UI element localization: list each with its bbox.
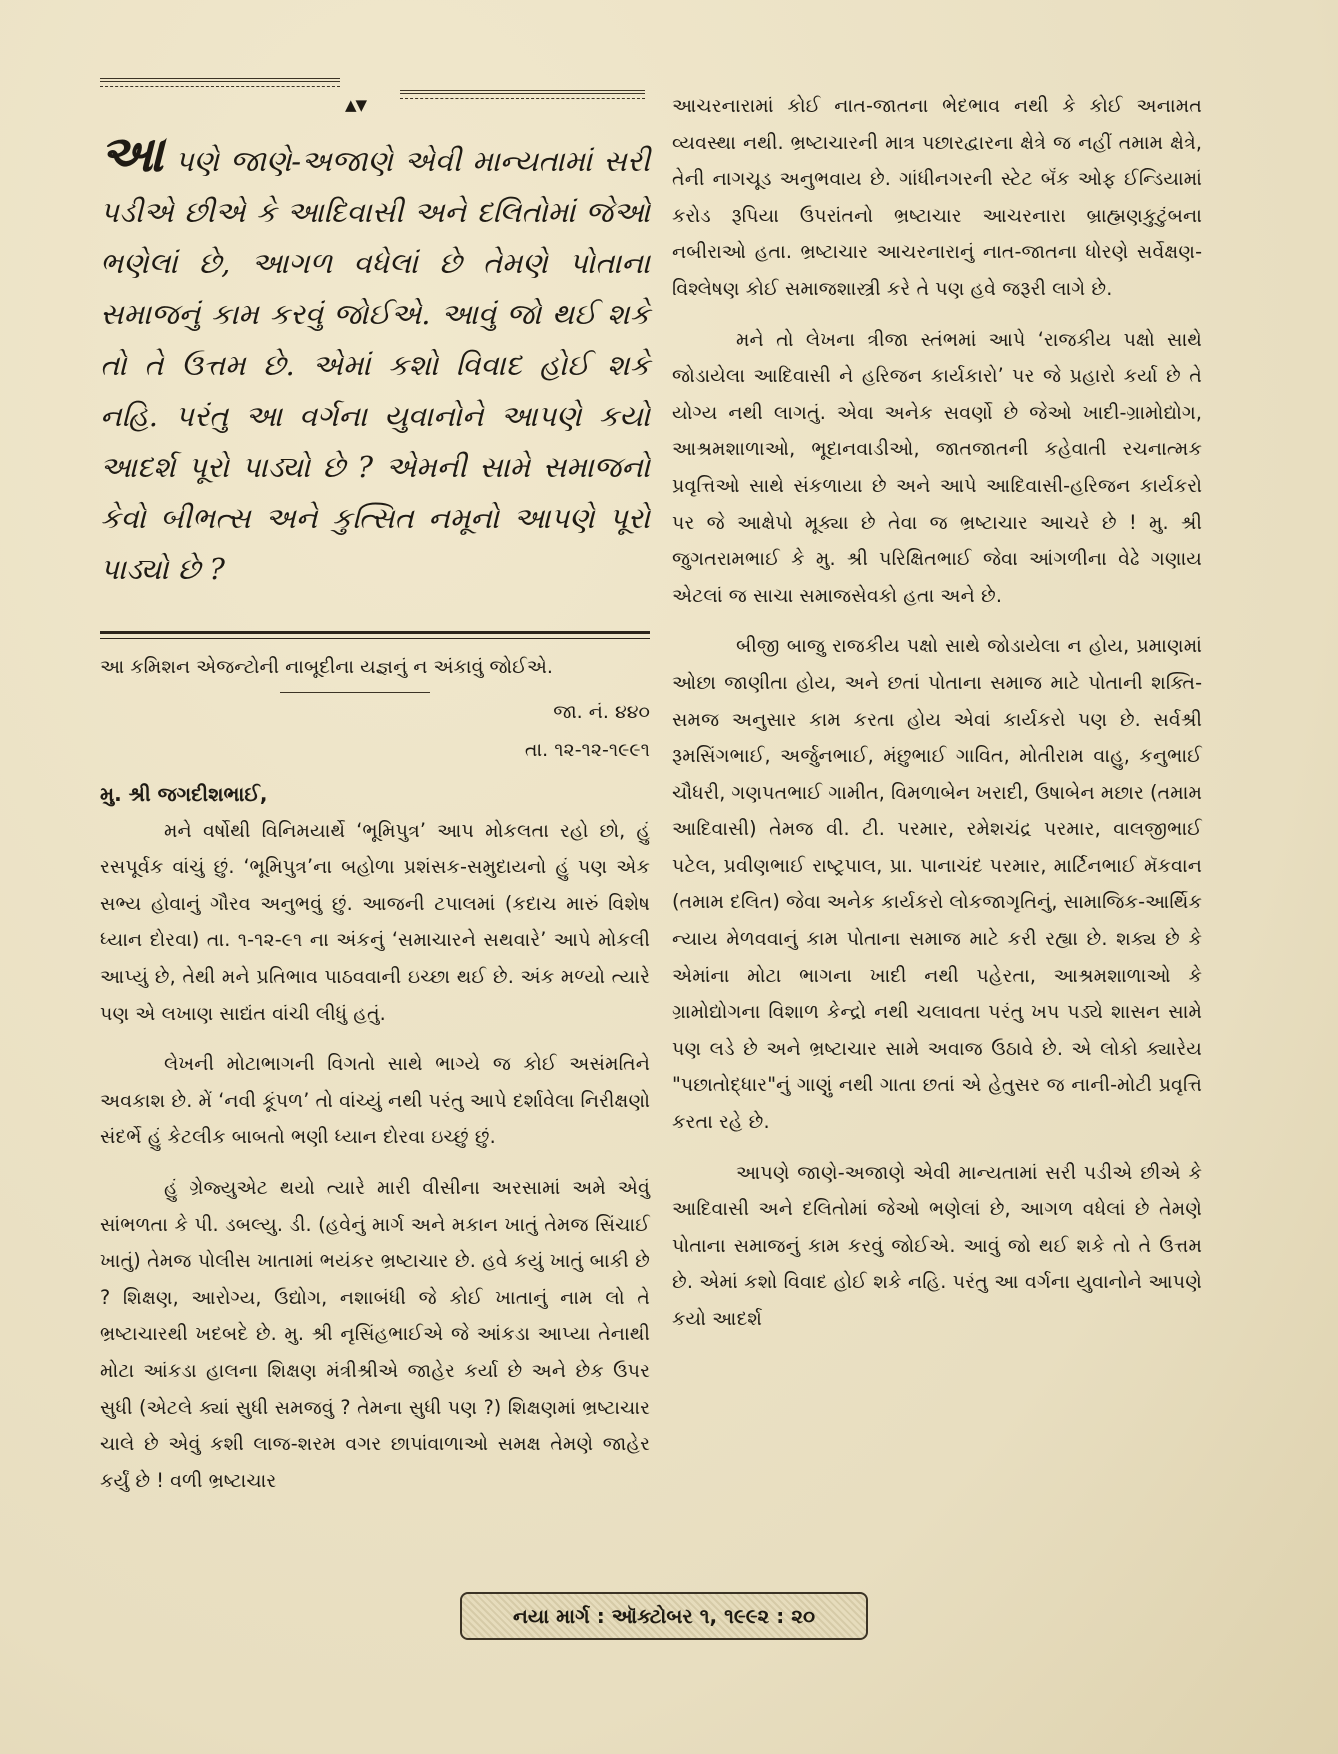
letter-ref-number: જા. નં. ૪૪૦ (553, 700, 650, 723)
letter-paragraph: આપણે જાણે-અજાણે એવી માન્યતામાં સરી પડીએ છીએ કે આદિવાસી અને દલિતોમાં જેઓ ભણેલાં છે, આગળ વધેલાં છે તેમણે પોતાના સમાજનું કામ કરવું જોઈએ. આવું જો થઈ શકે તો તે ઉત્તમ છે. એમાં કશો વિવાદ હોઈ શકે નહિ. પરંતુ આ વર્ગના યુવાનોને આપણે કયો આદર્શ (672, 1160, 1202, 1330)
letter-date: તા. ૧૨-૧૨-૧૯૯૧ (524, 738, 650, 761)
right-column (672, 88, 1202, 1338)
triangle-ornament-icon: ▲▼ (345, 96, 367, 114)
letter-paragraph: મને વર્ષોથી વિનિમયાર્થે ‘ભૂમિપુત્ર’ આપ મોકલતા રહો છો, હું રસપૂર્વક વાંચું છું. ‘ભૂમિપુત્ર’ના બહોળા પ્રશંસક-સમુદાયનો હું પણ એક સભ્ય હોવાનું ગૌરવ અનુભવું છું. આજની ટપાલમાં (કદાચ મારું વિશેષ ધ્યાન દોરવા) તા. ૧-૧૨-૯૧ ના અંકનું ‘સમાચારને સથવારે’ આપે મોકલી આપ્યું છે, તેથી મને પ્રતિભાવ પાઠવવાની ઇચ્છા થઈ છે. અંક મળ્યો ત્યારે પણ એ લખાણ સાદ્યંત વાંચી લીધું હતું. (100, 818, 650, 1025)
letter-paragraph: આચરનારામાં કોઈ નાત-જાતના ભેદભાવ નથી કે કોઈ અનામત વ્યવસ્થા નથી. ભ્રષ્ટાચારની માત્ર પછારદ્વારના ક્ષેત્રે જ નહીં તમામ ક્ષેત્રે, તેની નાગચૂડ અનુભવાય છે. ગાંધીનગરની સ્ટેટ બૅંક ઓફ ઈન્ડિયામાં કરોડ રૂપિયા ઉપરાંતનો ભ્રષ્ટાચાર આચરનારા બ્રાહ્મણકુટુંબના નબીરાઓ હતા. ભ્રષ્ટાચાર આચરનારાનું નાત-જાતના ધોરણે સર્વેક્ષણ-વિશ્લેષણ કોઈ સમાજશાસ્ત્રી કરે તે પણ હવે જરૂરી લાગે છે. (672, 94, 1202, 300)
letter-salutation: મુ. શ્રી જગદીશભાઈ, (100, 781, 268, 806)
pull-quote-initial: આ (100, 124, 164, 183)
double-rule (100, 631, 650, 639)
pull-quote-text: પણે જાણે-અજાણે એવી માન્યતામાં સરી પડીએ છીએ કે આદિવાસી અને દલિતોમાં જેઓ ભણેલાં છે, આગળ વધેલાં છે તેમણે પોતાના સમાજનું કામ કરવું જોઈએ. આવું જો થઈ શકે તો તે ઉત્તમ છે. એમાં કશો વિવાદ હોઈ શકે નહિ. પરંતુ આ વર્ગના યુવાનોને આપણે કયો આદર્શ પૂરો પાડ્યો છે ? એમની સામે સમાજનો કેવો બીભત્સ અને કુત્સિત નમૂનો આપણે પૂરો પાડ્યો છે ? (100, 144, 650, 586)
letter-paragraph: બીજી બાજુ રાજકીય પક્ષો સાથે જોડાયેલા ન હોય, પ્રમાણમાં ઓછા જાણીતા હોય, અને છતાં પોતાના સમાજ માટે પોતાની શક્તિ-સમજ અનુસાર કામ કરતા હોય એવાં કાર્યકરો પણ છે. સર્વશ્રી રૂમસિંગભાઈ, અર્જુનભાઈ, મંછુભાઈ ગાવિત, મોતીરામ વાહુ, કનુભાઈ ચૌધરી, ગણપતભાઈ ગામીત, વિમળાબેન ખરાદી, ઉષાબેન મછાર (તમામ આદિવાસી) તેમજ વી. ટી. પરમાર, રમેશચંદ્ર પરમાર, વાલજીભાઈ પટેલ, પ્રવીણભાઈ રાષ્ટ્રપાલ, પ્રા. પાનાચંદ પરમાર, માર્ટિનભાઈ મૅકવાન (તમામ દલિત) જેવા અનેક કાર્યકરો લોકજાગૃતિનું, સામાજિક-આર્થિક ન્યાય મેળવવાનું કામ પોતાના સમાજ માટે કરી રહ્યા છે. શક્ય છે કે એમાંના મોટા ભાગના ખાદી નથી પહેરતા, આશ્રમશાળાઓ કે ગ્રામોદ્યોગના વિશાળ કેન્દ્રો નથી ચલાવતા પરંતુ ખપ પડ્યે શાસન સામે પણ લડે છે અને ભ્રષ્ટાચાર સામે અવાજ ઉઠાવે છે. એ લોકો ક્યારેય "પછાતોદ્ધાર"નું ગાણું નથી ગાતા છતાં એ હેતુસર જ નાની-મોટી પ્રવૃત્તિ કરતા રહે છે. (672, 634, 1202, 1134)
letter-paragraph: મને તો લેખના ત્રીજા સ્તંભમાં આપે ‘રાજકીય પક્ષો સાથે જોડાયેલા આદિવાસી ને હરિજન કાર્યકારો’ પર જે પ્રહારો કર્યા છે તે યોગ્ય નથી લાગતું. એવા અનેક સવર્ણો છે જેઓ ખાદી-ગ્રામોદ્યોગ, આશ્રમશાળાઓ, ભૂદાનવાડીઓ, જાતજાતની કહેવાતી રચનાત્મક પ્રવૃત્તિઓ સાથે સંકળાયા છે અને આપે આદિવાસી-હરિજન કાર્યકરો પર જે આક્ષેપો મૂક્યા છે તેવા જ ભ્રષ્ટાચાર આચરે છે ! મુ. શ્રી જુગતરામભાઈ કે મુ. શ્રી પરિક્ષિતભાઈ જેવા આંગળીના વેઢે ગણાય એટલાં જ સાચા સમાજસેવકો હતા અને છે. (672, 327, 1202, 607)
page-footer: નયા માર્ગ : ઑક્ટોબર ૧, ૧૯૯૨ : ૨૦ (460, 1592, 868, 1640)
letter-paragraph: લેખની મોટાભાગની વિગતો સાથે ભાગ્યે જ કોઈ અસંમતિને અવકાશ છે. મેં ‘નવી કૂંપળ’ તો વાંચ્યું નથી પરંતુ આપે દર્શાવેલા નિરીક્ષણો સંદર્ભે હું કેટલીક બાબતો ભણી ધ્યાન દોરવા ઇચ્છું છું. (100, 1052, 650, 1149)
ornament-divider (100, 60, 650, 120)
pull-quote (100, 124, 650, 595)
letter-paragraph: હું ગ્રેજ્યુએટ થયો ત્યારે મારી વીસીના અરસામાં અમે એવું સાંભળતા કે પી. ડબલ્યુ. ડી. (હવેનું માર્ગ અને મકાન ખાતું તેમજ સિંચાઈ ખાતું) તેમજ પોલીસ ખાતામાં ભયંકર ભ્રષ્ટાચાર છે. હવે કયું ખાતું બાકી છે ? શિક્ષણ, આરોગ્ય, ઉદ્યોગ, નશાબંધી જે કોઈ ખાતાનું નામ લો તે ભ્રષ્ટાચારથી ખદબદે છે. મુ. શ્રી નૃસિંહભાઈએ જે આંકડા આપ્યા તેનાથી મોટા આંકડા હાલના શિક્ષણ મંત્રીશ્રીએ જાહેર કર્યા છે અને છેક ઉપર સુધી (એટલે ક્યાં સુધી સમજવું ? તેમના સુધી પણ ?) શિક્ષણમાં ભ્રષ્ટાચાર ચાલે છે એવું કશી લાજ-શરમ વગર છાપાંવાળાઓ સમક્ષ તેમણે જાહેર કર્યું છે ! વળી ભ્રષ્ટાચાર (100, 1175, 650, 1492)
left-column (100, 60, 650, 1499)
blurb-line: આ કમિશન એજન્ટોની નાબૂદીના યજ્ઞનું ન અંકાવું જોઈએ. (100, 656, 553, 678)
